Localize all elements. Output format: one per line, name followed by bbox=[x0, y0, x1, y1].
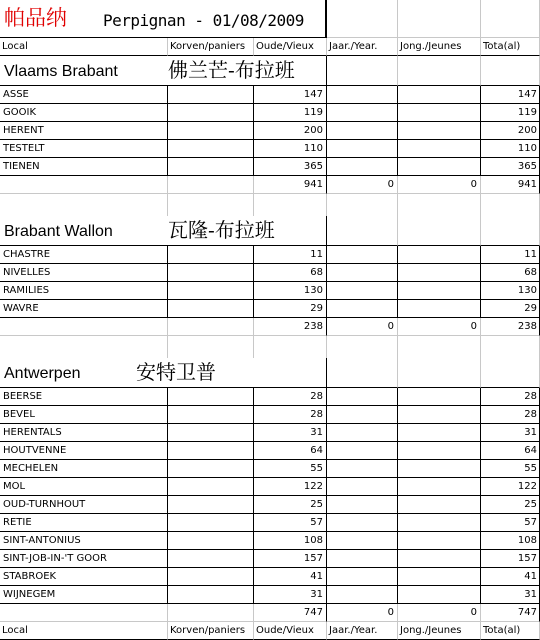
cell[interactable] bbox=[327, 336, 398, 358]
local-cell[interactable]: HERENTALS bbox=[0, 424, 168, 442]
jong-cell[interactable] bbox=[398, 460, 481, 478]
cell[interactable] bbox=[254, 194, 327, 216]
table-row bbox=[0, 158, 540, 176]
cell[interactable] bbox=[481, 56, 540, 86]
totals-jong-cell[interactable]: 0 bbox=[398, 318, 481, 336]
total-cell[interactable]: 157 bbox=[481, 550, 540, 568]
jaar-cell[interactable] bbox=[327, 550, 398, 568]
table-row bbox=[0, 86, 540, 104]
cell[interactable] bbox=[0, 194, 168, 216]
section-chinese-name: 佛兰芒-布拉班 bbox=[168, 58, 295, 82]
cell[interactable] bbox=[254, 336, 327, 358]
header-row bbox=[0, 38, 540, 56]
table-row bbox=[0, 388, 540, 406]
local-cell[interactable]: WAVRE bbox=[0, 300, 168, 318]
table-row bbox=[0, 532, 540, 550]
jong-cell[interactable] bbox=[398, 406, 481, 424]
jong-cell[interactable] bbox=[398, 496, 481, 514]
local-cell[interactable]: CHASTRE bbox=[0, 246, 168, 264]
local-cell[interactable]: SINT-JOB-IN-'T GOOR bbox=[0, 550, 168, 568]
footer-header-row bbox=[0, 622, 540, 640]
table-row bbox=[0, 514, 540, 532]
section-name: Vlaams Brabant bbox=[4, 63, 118, 80]
column-header-local[interactable]: Local bbox=[0, 38, 168, 56]
cell[interactable] bbox=[327, 0, 398, 38]
title-row bbox=[0, 0, 540, 38]
oude-cell[interactable]: 31 bbox=[254, 586, 327, 604]
totals-row bbox=[0, 604, 540, 622]
column-header-korven[interactable]: Korven/paniers bbox=[168, 38, 254, 56]
jong-cell[interactable] bbox=[398, 478, 481, 496]
totals-row bbox=[0, 318, 540, 336]
korven-cell[interactable] bbox=[168, 532, 254, 550]
table-row bbox=[0, 300, 540, 318]
jong-cell[interactable] bbox=[398, 550, 481, 568]
totals-total-cell[interactable]: 941 bbox=[481, 176, 540, 194]
korven-cell[interactable] bbox=[168, 246, 254, 264]
korven-cell[interactable] bbox=[168, 424, 254, 442]
jaar-cell[interactable] bbox=[327, 424, 398, 442]
jaar-cell[interactable] bbox=[327, 496, 398, 514]
column-header-local[interactable]: Local bbox=[0, 622, 168, 640]
jong-cell[interactable] bbox=[398, 424, 481, 442]
table-row bbox=[0, 568, 540, 586]
totals-total-cell[interactable]: 747 bbox=[481, 604, 540, 622]
oude-cell[interactable]: 41 bbox=[254, 568, 327, 586]
totals-jaar-cell[interactable]: 0 bbox=[327, 604, 398, 622]
local-cell[interactable]: BEVEL bbox=[0, 406, 168, 424]
korven-cell[interactable] bbox=[168, 140, 254, 158]
table-row bbox=[0, 586, 540, 604]
column-header-total[interactable]: Tota(al) bbox=[481, 622, 540, 640]
jaar-cell[interactable] bbox=[327, 478, 398, 496]
totals-korven-cell[interactable] bbox=[168, 176, 254, 194]
jaar-cell[interactable] bbox=[327, 300, 398, 318]
cell[interactable] bbox=[481, 358, 540, 388]
jaar-cell[interactable] bbox=[327, 264, 398, 282]
cell[interactable] bbox=[398, 56, 481, 86]
table-row bbox=[0, 406, 540, 424]
jaar-cell[interactable] bbox=[327, 86, 398, 104]
cell[interactable] bbox=[481, 0, 540, 38]
cell[interactable] bbox=[168, 194, 254, 216]
column-header-jong[interactable]: Jong./Jeunes bbox=[398, 38, 481, 56]
local-cell[interactable]: STABROEK bbox=[0, 568, 168, 586]
oude-cell[interactable]: 365 bbox=[254, 158, 327, 176]
column-header-oude[interactable]: Oude/Vieux bbox=[254, 622, 327, 640]
totals-oude-cell[interactable]: 747 bbox=[254, 604, 327, 622]
oude-cell[interactable]: 68 bbox=[254, 264, 327, 282]
table-row bbox=[0, 122, 540, 140]
local-cell[interactable]: NIVELLES bbox=[0, 264, 168, 282]
totals-total-cell[interactable]: 238 bbox=[481, 318, 540, 336]
korven-cell[interactable] bbox=[168, 264, 254, 282]
local-cell[interactable]: SINT-ANTONIUS bbox=[0, 532, 168, 550]
total-cell[interactable]: 119 bbox=[481, 104, 540, 122]
table-row bbox=[0, 550, 540, 568]
section-title-cell[interactable] bbox=[0, 56, 327, 86]
column-header-jong[interactable]: Jong./Jeunes bbox=[398, 622, 481, 640]
oude-cell[interactable]: 11 bbox=[254, 246, 327, 264]
column-header-jaar[interactable]: Jaar./Year. bbox=[327, 38, 398, 56]
oude-cell[interactable]: 147 bbox=[254, 86, 327, 104]
table-row bbox=[0, 424, 540, 442]
jong-cell[interactable] bbox=[398, 122, 481, 140]
total-cell[interactable]: 365 bbox=[481, 158, 540, 176]
korven-cell[interactable] bbox=[168, 282, 254, 300]
cell[interactable] bbox=[481, 194, 540, 216]
local-cell[interactable]: MOL bbox=[0, 478, 168, 496]
section-title-cell[interactable] bbox=[0, 358, 327, 388]
cell[interactable] bbox=[0, 336, 168, 358]
total-cell[interactable]: 31 bbox=[481, 586, 540, 604]
korven-cell[interactable] bbox=[168, 388, 254, 406]
jong-cell[interactable] bbox=[398, 568, 481, 586]
cell[interactable] bbox=[398, 216, 481, 246]
totals-korven-cell[interactable] bbox=[168, 318, 254, 336]
total-cell[interactable]: 25 bbox=[481, 496, 540, 514]
jong-cell[interactable] bbox=[398, 442, 481, 460]
total-cell[interactable]: 200 bbox=[481, 122, 540, 140]
table-row bbox=[0, 246, 540, 264]
title-chinese: 帕品纳 bbox=[4, 6, 67, 30]
section-name: Antwerpen bbox=[4, 365, 81, 382]
jong-cell[interactable] bbox=[398, 282, 481, 300]
table-row bbox=[0, 442, 540, 460]
cell[interactable] bbox=[398, 336, 481, 358]
korven-cell[interactable] bbox=[168, 478, 254, 496]
total-cell[interactable]: 28 bbox=[481, 388, 540, 406]
jaar-cell[interactable] bbox=[327, 586, 398, 604]
oude-cell[interactable]: 200 bbox=[254, 122, 327, 140]
totals-jong-cell[interactable]: 0 bbox=[398, 604, 481, 622]
korven-cell[interactable] bbox=[168, 86, 254, 104]
cell[interactable] bbox=[168, 336, 254, 358]
totals-jaar-cell[interactable]: 0 bbox=[327, 176, 398, 194]
jong-cell[interactable] bbox=[398, 140, 481, 158]
korven-cell[interactable] bbox=[168, 568, 254, 586]
local-cell[interactable]: WIJNEGEM bbox=[0, 586, 168, 604]
total-cell[interactable]: 29 bbox=[481, 300, 540, 318]
local-cell[interactable]: TIENEN bbox=[0, 158, 168, 176]
jong-cell[interactable] bbox=[398, 264, 481, 282]
oude-cell[interactable]: 28 bbox=[254, 388, 327, 406]
section-header-row bbox=[0, 56, 540, 86]
oude-cell[interactable]: 64 bbox=[254, 442, 327, 460]
totals-row bbox=[0, 176, 540, 194]
totals-oude-cell[interactable]: 238 bbox=[254, 318, 327, 336]
table-row bbox=[0, 104, 540, 122]
total-cell[interactable]: 31 bbox=[481, 424, 540, 442]
total-cell[interactable]: 28 bbox=[481, 406, 540, 424]
jaar-cell[interactable] bbox=[327, 442, 398, 460]
korven-cell[interactable] bbox=[168, 300, 254, 318]
title-text: Perpignan - 01/08/2009 bbox=[103, 11, 304, 30]
sections-container bbox=[0, 56, 540, 622]
oude-cell[interactable]: 25 bbox=[254, 496, 327, 514]
spacer-row bbox=[0, 194, 540, 216]
oude-cell[interactable]: 31 bbox=[254, 424, 327, 442]
jaar-cell[interactable] bbox=[327, 104, 398, 122]
totals-label-cell[interactable] bbox=[0, 176, 168, 194]
table-row bbox=[0, 478, 540, 496]
oude-cell[interactable]: 130 bbox=[254, 282, 327, 300]
jong-cell[interactable] bbox=[398, 300, 481, 318]
korven-cell[interactable] bbox=[168, 104, 254, 122]
jong-cell[interactable] bbox=[398, 246, 481, 264]
oude-cell[interactable]: 55 bbox=[254, 460, 327, 478]
column-header-total[interactable]: Tota(al) bbox=[481, 38, 540, 56]
title-cell[interactable] bbox=[0, 0, 327, 38]
section-chinese-name: 瓦隆-布拉班 bbox=[168, 218, 275, 242]
korven-cell[interactable] bbox=[168, 460, 254, 478]
cell[interactable] bbox=[327, 56, 398, 86]
korven-cell[interactable] bbox=[168, 122, 254, 140]
jaar-cell[interactable] bbox=[327, 282, 398, 300]
jaar-cell[interactable] bbox=[327, 532, 398, 550]
totals-oude-cell[interactable]: 941 bbox=[254, 176, 327, 194]
section-title-cell[interactable] bbox=[0, 216, 327, 246]
korven-cell[interactable] bbox=[168, 442, 254, 460]
cell[interactable] bbox=[481, 336, 540, 358]
total-cell[interactable]: 55 bbox=[481, 460, 540, 478]
jaar-cell[interactable] bbox=[327, 388, 398, 406]
total-cell[interactable]: 110 bbox=[481, 140, 540, 158]
table-row bbox=[0, 264, 540, 282]
cell[interactable] bbox=[327, 358, 398, 388]
korven-cell[interactable] bbox=[168, 514, 254, 532]
column-header-oude[interactable]: Oude/Vieux bbox=[254, 38, 327, 56]
korven-cell[interactable] bbox=[168, 406, 254, 424]
jong-cell[interactable] bbox=[398, 158, 481, 176]
total-cell[interactable]: 11 bbox=[481, 246, 540, 264]
total-cell[interactable]: 108 bbox=[481, 532, 540, 550]
totals-korven-cell[interactable] bbox=[168, 604, 254, 622]
totals-jong-cell[interactable]: 0 bbox=[398, 176, 481, 194]
korven-cell[interactable] bbox=[168, 586, 254, 604]
oude-cell[interactable]: 29 bbox=[254, 300, 327, 318]
spacer-row bbox=[0, 336, 540, 358]
oude-cell[interactable]: 110 bbox=[254, 140, 327, 158]
jaar-cell[interactable] bbox=[327, 568, 398, 586]
local-cell[interactable]: TESTELT bbox=[0, 140, 168, 158]
total-cell[interactable]: 122 bbox=[481, 478, 540, 496]
total-cell[interactable]: 57 bbox=[481, 514, 540, 532]
cell[interactable] bbox=[398, 358, 481, 388]
jaar-cell[interactable] bbox=[327, 140, 398, 158]
jong-cell[interactable] bbox=[398, 532, 481, 550]
jaar-cell[interactable] bbox=[327, 460, 398, 478]
korven-cell[interactable] bbox=[168, 550, 254, 568]
local-cell[interactable]: RAMILIES bbox=[0, 282, 168, 300]
table-row bbox=[0, 496, 540, 514]
oude-cell[interactable]: 119 bbox=[254, 104, 327, 122]
jaar-cell[interactable] bbox=[327, 514, 398, 532]
oude-cell[interactable]: 122 bbox=[254, 478, 327, 496]
total-cell[interactable]: 68 bbox=[481, 264, 540, 282]
korven-cell[interactable] bbox=[168, 496, 254, 514]
jong-cell[interactable] bbox=[398, 388, 481, 406]
local-cell[interactable]: BEERSE bbox=[0, 388, 168, 406]
total-cell[interactable]: 130 bbox=[481, 282, 540, 300]
jong-cell[interactable] bbox=[398, 514, 481, 532]
total-cell[interactable]: 64 bbox=[481, 442, 540, 460]
column-header-jaar[interactable]: Jaar./Year. bbox=[327, 622, 398, 640]
oude-cell[interactable]: 108 bbox=[254, 532, 327, 550]
column-header-korven[interactable]: Korven/paniers bbox=[168, 622, 254, 640]
local-cell[interactable]: OUD-TURNHOUT bbox=[0, 496, 168, 514]
local-cell[interactable]: HERENT bbox=[0, 122, 168, 140]
cell[interactable] bbox=[327, 194, 398, 216]
local-cell[interactable]: ASSE bbox=[0, 86, 168, 104]
jaar-cell[interactable] bbox=[327, 122, 398, 140]
cell[interactable] bbox=[398, 194, 481, 216]
oude-cell[interactable]: 28 bbox=[254, 406, 327, 424]
totals-label-cell[interactable] bbox=[0, 604, 168, 622]
local-cell[interactable]: MECHELEN bbox=[0, 460, 168, 478]
total-cell[interactable]: 147 bbox=[481, 86, 540, 104]
totals-jaar-cell[interactable]: 0 bbox=[327, 318, 398, 336]
cell[interactable] bbox=[398, 0, 481, 38]
local-cell[interactable]: HOUTVENNE bbox=[0, 442, 168, 460]
korven-cell[interactable] bbox=[168, 158, 254, 176]
jong-cell[interactable] bbox=[398, 86, 481, 104]
section-name: Brabant Wallon bbox=[4, 223, 113, 240]
jaar-cell[interactable] bbox=[327, 158, 398, 176]
oude-cell[interactable]: 57 bbox=[254, 514, 327, 532]
section-header-row bbox=[0, 358, 540, 388]
oude-cell[interactable]: 157 bbox=[254, 550, 327, 568]
jaar-cell[interactable] bbox=[327, 246, 398, 264]
total-cell[interactable]: 41 bbox=[481, 568, 540, 586]
local-cell[interactable]: GOOIK bbox=[0, 104, 168, 122]
table-row bbox=[0, 460, 540, 478]
section-header-row bbox=[0, 216, 540, 246]
local-cell[interactable]: RETIE bbox=[0, 514, 168, 532]
cell[interactable] bbox=[327, 216, 398, 246]
totals-label-cell[interactable] bbox=[0, 318, 168, 336]
cell[interactable] bbox=[481, 216, 540, 246]
jong-cell[interactable] bbox=[398, 104, 481, 122]
jong-cell[interactable] bbox=[398, 586, 481, 604]
table-row bbox=[0, 140, 540, 158]
section-chinese-name: 安特卫普 bbox=[136, 360, 216, 384]
jaar-cell[interactable] bbox=[327, 406, 398, 424]
table-row bbox=[0, 282, 540, 300]
